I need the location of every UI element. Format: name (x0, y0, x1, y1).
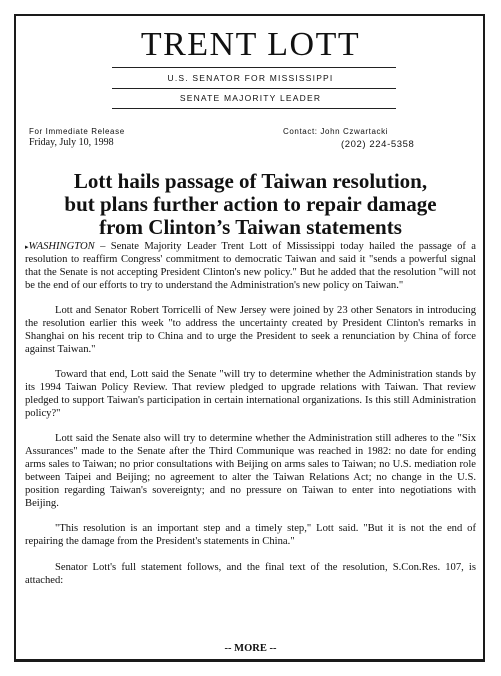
release-date: Friday, July 10, 1998 (29, 137, 114, 148)
paragraph-1-text: – Senate Majority Leader Trent Lott of Mississippi today hailed the passage of a resolution to reaffirm Congress' commitment to democratic Taiwan and said it "sends a powerful signal that the Senate is not accepting President Clinton's new policy." But he added that the resolution "will not be the end of our efforts to try to understand the Administration's new policy on Taiwan." (25, 241, 476, 291)
headline-line-3: from Clinton’s Taiwan statements (99, 215, 402, 239)
contact-phone: (202) 224-5358 (341, 139, 415, 150)
senator-name: TRENT LOTT (140, 26, 361, 63)
headline-line-2: but plans further action to repair damage (64, 192, 437, 216)
press-release-body (25, 241, 476, 600)
more-indicator: -- MORE -- (224, 643, 277, 654)
release-label: For Immediate Release (29, 127, 125, 136)
header-rule-top (112, 67, 396, 68)
paragraph-3: Toward that end, Lott said the Senate "will try to determine whether the Administration stands by its 1994 Taiwan Policy Review. That review pledged to upgrade relations with Taiwan. That review pledged to support Taiwan's participation in certain international organizations. Is this still Administration policy?" (25, 369, 476, 419)
headline-line-1: Lott hails passage of Taiwan resolution, (73, 169, 428, 193)
paragraph-6: Senator Lott's full statement follows, and the final text of the resolution, S.Con.Res. 107, is attached: (25, 561, 476, 586)
header-rule-middle (112, 88, 396, 89)
paragraph-2: Lott and Senator Robert Torricelli of New Jersey were joined by 23 other Senators in introducing the resolution earlier this week "to address the uncertainty created by President Clinton's remarks in Shanghai on his recent trip to China and to urge the President to seek a renunciation by China of force against Taiwan." (25, 305, 476, 355)
paragraph-1 (25, 241, 476, 293)
paragraph-4: Lott said the Senate also will try to determine whether the Administration still adheres to the "Six Assurances" made to the Senate after the Third Communique was reached in 1982: no date for ending arms sales to Taiwan; no prior consultations with Beijing on arms sales to Taiwan; no U.S. mediation role between Taipei and Beijing; no agreement to alter the Taiwan Relations Act; no change in the U.S. position regarding Taiwan's sovereignty; and no pressure on Taiwan to enter into negotiations with Beijing. (25, 433, 476, 509)
contact-label: Contact: John Czwartacki (283, 127, 389, 136)
paragraph-5: "This resolution is an important step and a timely step," Lott said. "But it is not the end of repairing the damage from the President's statements in China." (25, 523, 476, 548)
senator-title: U.S. SENATOR FOR MISSISSIPPI (167, 73, 334, 83)
leadership-title: SENATE MAJORITY LEADER (179, 93, 322, 103)
header-rule-bottom (112, 108, 396, 109)
headline (20, 170, 481, 239)
bullet-marker: ▸ (25, 243, 29, 251)
dateline: WASHINGTON (28, 241, 95, 252)
page-border-bottom (14, 659, 485, 662)
